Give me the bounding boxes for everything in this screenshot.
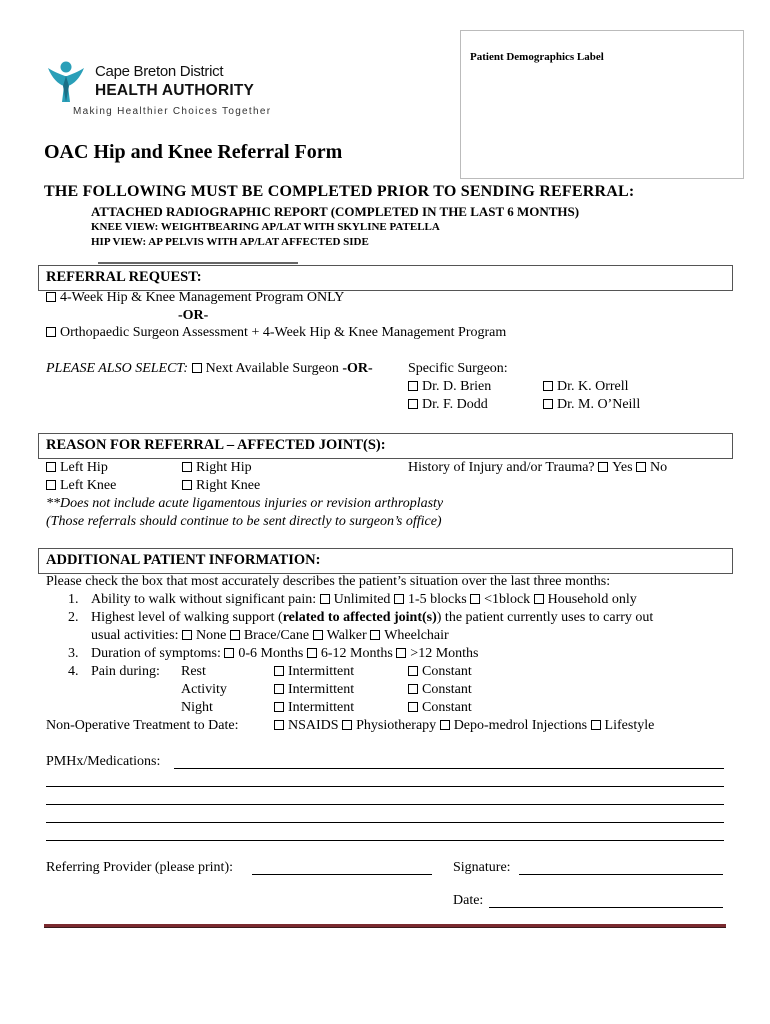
option-surgeon-assessment[interactable] xyxy=(46,325,506,341)
checkbox[interactable] xyxy=(543,399,553,409)
checkbox[interactable] xyxy=(470,594,480,604)
patient-demographics-label: Patient Demographics Label xyxy=(470,51,604,63)
q1-option: <1block xyxy=(484,592,531,607)
footer-rule xyxy=(44,924,726,928)
checkbox[interactable] xyxy=(408,399,418,409)
joint-label: Right Hip xyxy=(196,460,252,475)
pmhx-line[interactable] xyxy=(46,840,724,841)
or-separator: -OR- xyxy=(178,308,209,323)
checkbox[interactable] xyxy=(320,594,330,604)
checkbox[interactable] xyxy=(394,594,404,604)
pmhx-line[interactable] xyxy=(46,822,724,823)
surgeon-option-orrell[interactable] xyxy=(543,379,629,395)
q3-option: 0-6 Months xyxy=(238,646,304,661)
form-title: OAC Hip and Knee Referral Form xyxy=(44,141,343,163)
pmhx-line[interactable] xyxy=(46,804,724,805)
next-available-label: Next Available Surgeon xyxy=(205,361,339,376)
checkbox[interactable] xyxy=(46,292,56,302)
checkbox[interactable] xyxy=(408,684,418,694)
date-field[interactable] xyxy=(489,907,723,908)
logo-tagline: Making Healthier Choices Together xyxy=(73,106,272,117)
q1-option: 1-5 blocks xyxy=(407,592,467,607)
q1-number: 1. xyxy=(68,592,79,607)
pain-rest: Rest xyxy=(181,664,206,679)
requirement-radiographic: ATTACHED RADIOGRAPHIC REPORT (COMPLETED IN THE LAST 6 MONTHS) xyxy=(91,204,580,219)
checkbox[interactable] xyxy=(182,630,192,640)
checkbox[interactable] xyxy=(408,381,418,391)
joint-label: Left Knee xyxy=(60,478,117,493)
activity-intermittent[interactable] xyxy=(274,682,354,698)
checkbox[interactable] xyxy=(182,480,192,490)
surgeon-option-dodd[interactable] xyxy=(408,397,488,413)
joint-left-knee[interactable] xyxy=(46,478,116,494)
checkbox[interactable] xyxy=(370,630,380,640)
requirement-hip-view: HIP VIEW: AP PELVIS WITH AP/LAT AFFECTED SIDE xyxy=(91,236,369,248)
checkbox[interactable] xyxy=(182,462,192,472)
option-label: Constant xyxy=(422,700,472,715)
logo-org-line2: HEALTH AUTHORITY xyxy=(95,82,255,99)
q2-text-3: usual activities: xyxy=(91,628,179,643)
q2-bold-text: related to affected joint(s) xyxy=(282,610,437,625)
checkbox[interactable] xyxy=(274,666,284,676)
yes-label: Yes xyxy=(612,460,633,475)
signature-field[interactable] xyxy=(519,874,723,875)
q2-option: None xyxy=(195,628,227,643)
joint-label: Right Knee xyxy=(196,478,261,493)
signature-label: Signature: xyxy=(453,860,511,875)
nonop-option: Depo-medrol Injections xyxy=(453,718,588,733)
pmhx-line[interactable] xyxy=(174,768,724,769)
activity-constant[interactable] xyxy=(408,682,472,698)
q3-text: Duration of symptoms: xyxy=(91,646,221,661)
checkbox[interactable] xyxy=(274,684,284,694)
surgeon-name: Dr. F. Dodd xyxy=(422,397,488,412)
checkbox[interactable] xyxy=(224,648,234,658)
nonop-options xyxy=(274,718,654,734)
referring-provider-label: Referring Provider (please print): xyxy=(46,860,233,875)
surgeon-select-row xyxy=(46,361,373,377)
checkbox[interactable] xyxy=(307,648,317,658)
option-label: Constant xyxy=(422,664,472,679)
option-label: 4-Week Hip & Knee Management Program ONLY xyxy=(60,290,345,305)
checkbox[interactable] xyxy=(46,480,56,490)
checkbox[interactable] xyxy=(440,720,450,730)
referral-request-section xyxy=(38,265,733,291)
rest-constant[interactable] xyxy=(408,664,472,680)
option-label: Intermittent xyxy=(288,700,355,715)
option-management-program[interactable] xyxy=(46,290,344,306)
q2-number: 2. xyxy=(68,610,79,625)
surgeon-name: Dr. K. Orrell xyxy=(557,379,629,394)
no-label: No xyxy=(650,460,668,475)
surgeon-name: Dr. M. O’Neill xyxy=(557,397,641,412)
section-title: REFERRAL REQUEST: xyxy=(46,269,202,285)
please-also-select: PLEASE ALSO SELECT: xyxy=(46,361,189,376)
q2-option: Walker xyxy=(326,628,367,643)
checkbox[interactable] xyxy=(46,327,56,337)
checkbox[interactable] xyxy=(274,702,284,712)
checkbox[interactable] xyxy=(408,702,418,712)
trauma-question: History of Injury and/or Trauma? xyxy=(408,460,595,475)
option-label: Intermittent xyxy=(288,664,355,679)
exclusion-note-2: (Those referrals should continue to be sent directly to surgeon’s office) xyxy=(46,514,442,529)
section-title: REASON FOR REFERRAL – AFFECTED JOINT(S): xyxy=(46,437,386,453)
date-label: Date: xyxy=(453,893,484,908)
logo-org-line1: Cape Breton District xyxy=(95,63,224,80)
q1-text: Ability to walk without significant pain: xyxy=(91,592,317,607)
joint-label: Left Hip xyxy=(60,460,108,475)
checkbox-yes[interactable] xyxy=(598,462,608,472)
nonop-option: NSAIDS xyxy=(288,718,339,733)
checkbox[interactable] xyxy=(534,594,544,604)
section-title: ADDITIONAL PATIENT INFORMATION: xyxy=(46,552,321,568)
q2-text: Highest level of walking support ( xyxy=(91,610,283,625)
surgeon-name: Dr. D. Brien xyxy=(422,379,492,394)
rest-intermittent[interactable] xyxy=(274,664,354,680)
pmhx-label: PMHx/Medications: xyxy=(46,754,161,769)
nonop-option: Lifestyle xyxy=(604,718,655,733)
logo-figure-icon xyxy=(46,60,86,104)
q4-text: Pain during: xyxy=(91,664,160,679)
checkbox[interactable] xyxy=(408,666,418,676)
patient-demographics-label-box xyxy=(460,30,744,179)
q2-row xyxy=(91,610,653,626)
q2-option: Brace/Cane xyxy=(243,628,310,643)
reason-section xyxy=(38,433,733,459)
option-label: Intermittent xyxy=(288,682,355,697)
checkbox[interactable] xyxy=(274,720,284,730)
surgeon-option-brien[interactable] xyxy=(408,379,491,395)
checkbox[interactable] xyxy=(46,462,56,472)
or-inline: -OR- xyxy=(342,361,373,376)
checkbox-next-available[interactable] xyxy=(192,363,202,373)
specific-surgeon-label: Specific Surgeon: xyxy=(408,361,508,376)
checkbox[interactable] xyxy=(313,630,323,640)
option-label: Orthopaedic Surgeon Assessment + 4-Week Hip & Knee Management Program xyxy=(60,325,507,340)
checkbox[interactable] xyxy=(591,720,601,730)
nonop-option: Physiotherapy xyxy=(356,718,437,733)
trauma-history-row xyxy=(408,460,667,476)
checkbox[interactable] xyxy=(230,630,240,640)
q2-text-2: ) the patient currently uses to carry out xyxy=(436,610,654,625)
checkbox-no[interactable] xyxy=(636,462,646,472)
referring-provider-field[interactable] xyxy=(252,874,432,875)
exclusion-note: **Does not include acute ligamentous injuries or revision arthroplasty xyxy=(46,496,444,511)
joint-left-hip[interactable] xyxy=(46,460,108,476)
joint-right-knee[interactable] xyxy=(182,478,260,494)
option-label: Constant xyxy=(422,682,472,697)
q1-row xyxy=(91,592,637,608)
requirement-knee-view: KNEE VIEW: WEIGHTBEARING AP/LAT WITH SKYLINE PATELLA xyxy=(91,221,440,233)
q2-row-2 xyxy=(91,628,449,644)
additional-intro: Please check the box that most accurately describes the patient’s situation over the last three months: xyxy=(46,574,611,589)
night-intermittent[interactable] xyxy=(274,700,354,716)
q4-number: 4. xyxy=(68,664,79,679)
q1-option: Unlimited xyxy=(333,592,391,607)
health-authority-logo xyxy=(44,60,272,120)
q3-option: 6-12 Months xyxy=(320,646,393,661)
pain-activity: Activity xyxy=(181,682,227,697)
q2-option: Wheelchair xyxy=(384,628,449,643)
requirements-heading: THE FOLLOWING MUST BE COMPLETED PRIOR TO SENDING REFERRAL: xyxy=(44,183,635,200)
pain-night: Night xyxy=(181,700,213,715)
additional-info-section xyxy=(38,548,733,574)
checkbox[interactable] xyxy=(396,648,406,658)
nonop-label: Non-Operative Treatment to Date: xyxy=(46,718,239,733)
divider xyxy=(98,262,298,264)
q3-row xyxy=(91,646,478,662)
pmhx-line[interactable] xyxy=(46,786,724,787)
checkbox[interactable] xyxy=(342,720,352,730)
q3-option: >12 Months xyxy=(410,646,479,661)
q3-number: 3. xyxy=(68,646,79,661)
surgeon-option-oneill[interactable] xyxy=(543,397,640,413)
q1-option: Household only xyxy=(547,592,637,607)
checkbox[interactable] xyxy=(543,381,553,391)
joint-right-hip[interactable] xyxy=(182,460,252,476)
night-constant[interactable] xyxy=(408,700,472,716)
